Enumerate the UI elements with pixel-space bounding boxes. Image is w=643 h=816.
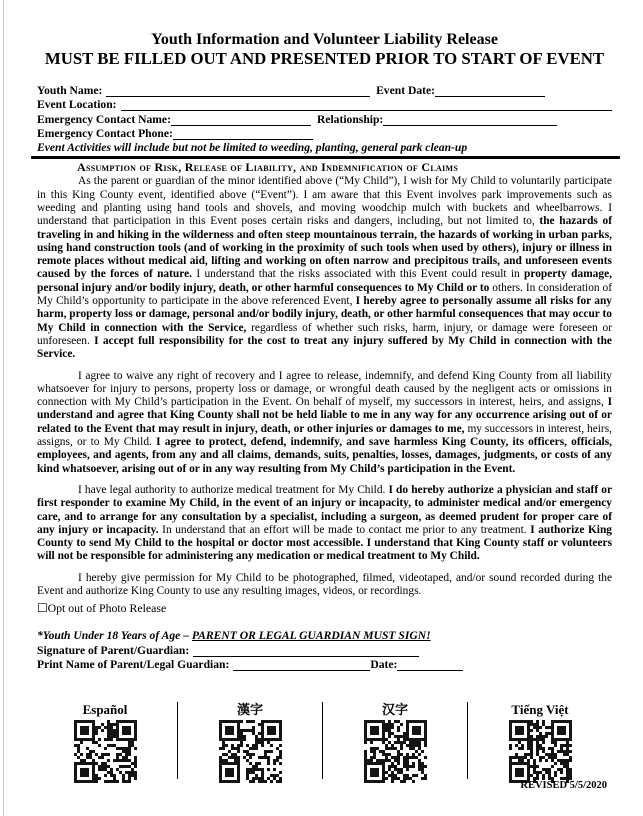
event-date-field[interactable]	[435, 85, 545, 97]
emergency-contact-phone-field[interactable]	[173, 128, 313, 140]
emergency-contact-phone-label: Emergency Contact Phone:	[37, 127, 173, 141]
photo-optout-row	[37, 601, 612, 615]
qr-code-chinese-simplified	[364, 720, 427, 783]
emergency-contact-name-label: Emergency Contact Name:	[37, 112, 171, 126]
lang-label-chinese-traditional: 漢字	[236, 702, 263, 717]
lang-label-vietnamese: Tiếng Việt	[511, 702, 569, 717]
photo-optout-label: Opt out of Photo Release	[47, 601, 167, 616]
qr-code-chinese-traditional	[219, 720, 282, 783]
date-field[interactable]	[397, 659, 463, 671]
event-location-row	[37, 97, 612, 112]
guardian-sign-note-prefix: *Youth Under 18 Years of Age –	[37, 629, 192, 643]
paragraph-medical-authorization: I have legal authority to authorize medical treatment for My Child. I do hereby authorize a physician and staff or first responder to examine My Child, in the event of an injury or incapacity, to administer medical and/or emergency care, and to arrange for any consultation by a specialist, including a surgeon, as deemed prudent for proper care of any injury or incapacity. In understand that an effort will be made to contact me prior to any treatment. I authorize King County to send My Child to the hospital or doctor most accessible. I understand that King County staff or volunteers will not be responsible for administering any medication or medical treatment to My Child.	[37, 483, 612, 563]
lang-column-vietnamese	[468, 702, 612, 783]
guardian-sign-note-emphasis: PARENT OR LEGAL GUARDIAN MUST SIGN!	[191, 629, 431, 643]
emergency-contact-name-field[interactable]	[171, 114, 311, 126]
print-name-field[interactable]	[233, 659, 370, 671]
emergency-phone-row	[37, 126, 612, 141]
page-subtitle: MUST BE FILLED OUT AND PRESENTED PRIOR TO START OF EVENT	[44, 49, 605, 68]
section-heading: Assumption of Risk, Release of Liability, and Indemnification of Claims	[77, 160, 459, 175]
lang-label-espanol: Español	[82, 702, 128, 717]
paragraph-risk-assumption: As the parent or guardian of the minor identified above (“My Child”), I wish for My Child to voluntarily participate in this King County event, identified above (“Event”). I am aware that this Event involves park improvements such as weeding and planting using hand tools and shovels, and moving woodchip mulch with buckets and wheelbarrows. I understand that participation in this Event poses certain risks and dangers, including, but not limited to, the hazards of traveling in and hiking in the wilderness and often steep mountainous terrain, the hazards of working in urban parks, using hand construction tools (and of working in the proximity of such tools when used by others), injury or illness in remote places without medical aid, lifting and working on often narrow and precipitous trails, and unforeseen events caused by the forces of nature. I understand that the risks associated with this Event could result in property damage, personal injury and/or bodily injury, death, or other harmful consequences to My Child or to others. In consideration of My Child’s opportunity to participate in the above referenced Event, I hereby agree to personally assume all risks for any harm, property loss or damage, personal and/or bodily injury, death, or other harmful consequences that may occur to My Child in connection with the Service, regardless of whether such risks, harm, injury, or damage were foreseen or unforeseen. I accept full responsibility for the cost to treat any injury suffered by My Child in connection with the Service.	[37, 175, 613, 361]
lang-column-espanol	[33, 702, 177, 783]
event-location-field[interactable]	[121, 99, 612, 111]
emergency-contact-row	[37, 111, 612, 126]
photo-optout-checkbox[interactable]: ☐	[37, 601, 48, 616]
paragraph-photo-release: I hereby give permission for My Child to be photographed, filmed, videotaped, and/or sound recorded during the Event and authorize King County to use any resulting images, videos, or recordings.	[37, 571, 612, 597]
relationship-field[interactable]	[383, 114, 557, 126]
lang-label-chinese-simplified: 汉字	[381, 702, 408, 717]
revised-date: REVISED 5/5/2020	[520, 780, 607, 791]
print-name-row	[37, 657, 612, 671]
signature-row	[37, 644, 612, 658]
date-label: Date:	[370, 657, 398, 671]
youth-name-field[interactable]	[106, 85, 370, 97]
qr-code-vietnamese	[509, 720, 572, 783]
relationship-label: Relationship:	[316, 112, 384, 126]
lang-column-chinese-simplified	[323, 702, 467, 783]
qr-code-espanol	[74, 720, 137, 783]
event-date-label: Event Date:	[376, 83, 435, 97]
youth-name-label: Youth Name:	[37, 83, 103, 97]
print-name-label: Print Name of Parent/Legal Guardian:	[37, 657, 230, 671]
section-divider-rule	[31, 156, 620, 159]
page-title: Youth Information and Volunteer Liability Release	[151, 31, 498, 48]
form-fields	[37, 82, 612, 155]
signature-field[interactable]	[193, 645, 419, 657]
event-activities-note: Event Activities will include but not be limited to weeding, planting, general park clean-up	[37, 141, 468, 155]
language-qr-footer	[33, 702, 612, 783]
youth-name-row	[37, 82, 612, 97]
event-location-label: Event Location:	[37, 98, 117, 112]
signature-section	[37, 629, 612, 671]
guardian-sign-note	[37, 629, 612, 644]
paragraph-release-indemnification: I agree to waive any right of recovery and I agree to release, indemnify, and defend King County from all liability whatsoever for injury to persons, property loss or damage, or wrongful death caused by the negligent acts or omissions in connection with My Child’s participation in the Event. On behalf of myself, my successors in interest, heirs, and assigns, I understand and agree that King County shall not be held liable to me in any way for any occurrence arising out of or related to the Event that may result in injury, death, or other injuries or damages to me, my successors in interest, heirs, assigns, or to My Child. I agree to protect, defend, indemnify, and save harmless King County, its officers, officials, employees, and agents, from any and all claims, demands, suits, penalties, losses, damages, judgments, or costs of any kind whatsoever, arising out of or in any way resulting from My Child’s participation in the Event.	[37, 369, 612, 475]
lang-column-chinese-traditional	[178, 702, 322, 783]
signature-label: Signature of Parent/Guardian:	[37, 644, 190, 658]
